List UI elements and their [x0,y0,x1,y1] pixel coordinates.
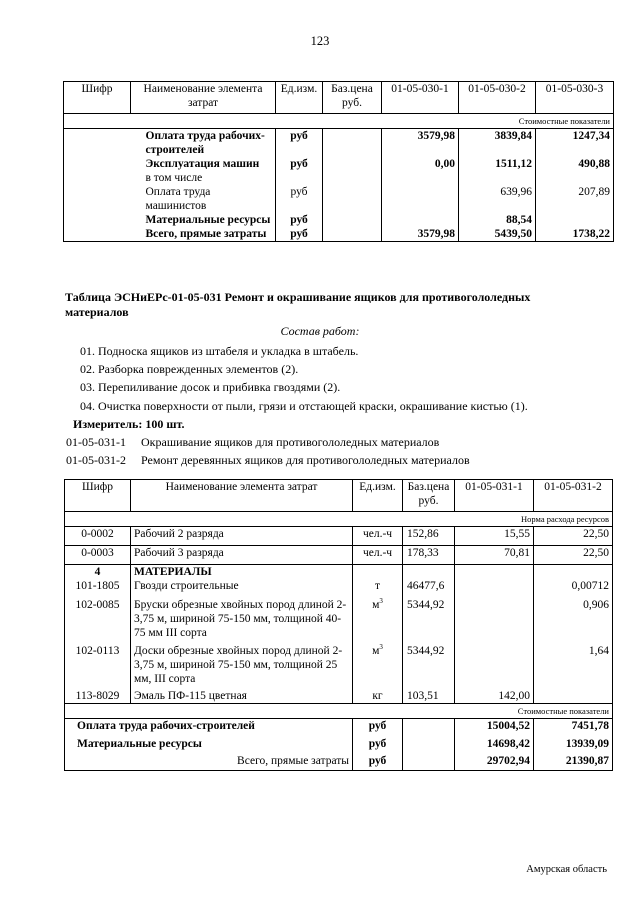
column-header: 01-05-031-1 [455,480,534,512]
value-cell [536,213,614,227]
total-name: Всего, прямые затраты [65,754,353,771]
value-cell: 207,89 [536,185,614,213]
column-header: Шифр [65,480,131,512]
column-header: Шифр [64,82,131,114]
resource-code: 102-0113 [65,640,131,686]
value-cell: 3579,98 [382,227,459,242]
work-item: 04. Очистка поверхности от пыли, грязи и отстающей краски, окрашивание кистью (1). [80,399,528,413]
resource-code: 4 [65,565,131,580]
value-cell: 1738,22 [536,227,614,242]
cost-item-name: Оплата труда машинистов [145,186,211,212]
table-row [64,157,614,171]
value-cell: 1247,34 [536,129,614,158]
price-cell: 46477,6 [403,579,455,598]
value-cell: 3579,98 [382,129,459,158]
column-header: 01-05-030-2 [459,82,536,114]
section-label: Стоимостные показатели [64,114,614,129]
column-header: Наименование элемента затрат [131,82,276,114]
page-number: 123 [310,34,330,48]
value-cell: 15004,52 [455,719,534,737]
unit-cell: руб [276,185,323,213]
resource-name: Гвозди строительные [131,579,353,598]
table-row [64,185,614,213]
resource-code: 102-0085 [65,598,131,640]
unit-cell: $м^3$ [353,598,403,640]
value-cell: 1511,12 [459,157,536,171]
column-header: Баз.цена руб. [403,480,455,512]
work-item: 02. Разборка поврежденных элементов (2). [80,362,299,376]
table-header-row [65,480,613,512]
cost-item-name: в том числе [145,172,203,184]
price-cell: 103,51 [403,686,455,704]
value-cell: 5439,50 [459,227,536,242]
resource-code: 101-1805 [65,579,131,598]
value-cell: 21390,87 [534,754,613,771]
column-header: 01-05-030-3 [536,82,614,114]
cost-table-030 [63,81,614,242]
table-row [65,640,613,686]
value-cell: 88,54 [459,213,536,227]
value-cell: 13939,09 [534,737,613,754]
price-cell: 152,86 [403,527,455,546]
unit-cell: кг [353,686,403,704]
table-row [65,754,613,771]
variant-text: Ремонт деревянных ящиков для противогололедных материалов [141,453,470,467]
work-item: 03. Перепиливание досок и прибивка гвоздями (2). [80,380,341,394]
value-cell [455,579,534,598]
work-item: 01. Подноска ящиков из штабеля и укладка в штабель. [80,344,359,358]
value-cell [534,686,613,704]
table-row [65,737,613,754]
section-label-row [64,114,614,129]
variant-code: 01-05-031-1 [66,435,126,449]
variant-row [66,435,439,450]
unit-cell: чел.-ч [353,527,403,546]
value-cell: 22,50 [534,527,613,546]
resource-name: Рабочий 3 разряда [131,546,353,565]
table-row [65,527,613,546]
column-header: 01-05-031-2 [534,480,613,512]
table-row [64,213,614,227]
variant-text: Окрашивание ящиков для противогололедных материалов [141,435,440,449]
column-header: 01-05-030-1 [382,82,459,114]
value-cell [455,640,534,686]
value-cell: 70,81 [455,546,534,565]
total-name: Материальные ресурсы [65,737,353,754]
cost-item-name: Материальные ресурсы [145,214,271,226]
value-cell: 0,00712 [534,579,613,598]
table-row [64,171,614,185]
resource-name: Бруски обрезные хвойных пород длиной 2-3,75 м, шириной 75-150 мм, толщиной 40-75 мм III сорта [131,598,353,640]
column-header: Ед.изм. [353,480,403,512]
value-cell [382,213,459,227]
cost-item-name: Эксплуатация машин [145,158,260,170]
section-label-row [65,704,613,719]
resource-code: 0-0002 [65,527,131,546]
works-heading: Состав работ: [280,324,360,338]
value-cell: 7451,78 [534,719,613,737]
table-row [65,579,613,598]
table-header-row [64,82,614,114]
table-row [65,719,613,737]
unit-cell: руб [276,157,323,171]
price-cell: 178,33 [403,546,455,565]
column-header: Баз.цена руб. [323,82,382,114]
resource-name: Рабочий 2 разряда [131,527,353,546]
resource-code: 0-0003 [65,546,131,565]
value-cell: 22,50 [534,546,613,565]
table-row [64,227,614,242]
column-header: Ед.изм. [276,82,323,114]
section-label-row [65,512,613,527]
value-cell: 0,906 [534,598,613,640]
unit-cell: руб [353,754,403,771]
section-label: Норма расхода ресурсов [65,512,613,527]
value-cell: 3839,84 [459,129,536,158]
unit-cell: руб [353,719,403,737]
value-cell: 29702,94 [455,754,534,771]
unit-cell: $м^3$ [353,640,403,686]
value-cell: 490,88 [536,157,614,171]
region-footer: Амурская область [526,864,607,875]
value-cell: 639,96 [459,185,536,213]
value-cell: 15,55 [455,527,534,546]
unit-cell: руб [276,227,323,242]
table-row [65,546,613,565]
unit-cell: руб [353,737,403,754]
value-cell [455,598,534,640]
resource-name: МАТЕРИАЛЫ [131,565,353,580]
value-cell [382,185,459,213]
section-label: Стоимостные показатели [65,704,613,719]
variant-code: 01-05-031-2 [66,453,126,467]
resource-name: Эмаль ПФ-115 цветная [131,686,353,704]
cost-item-name: Всего, прямые затраты [131,227,276,242]
price-cell: 5344,92 [403,640,455,686]
value-cell: 0,00 [382,157,459,171]
table-row [64,129,614,158]
price-cell: 5344,92 [403,598,455,640]
unit-cell: т [353,579,403,598]
resource-name: Доски обрезные хвойных пород длиной 2-3,75 м, шириной 75-150 мм, толщиной 25 мм, III сорта [131,640,353,686]
value-cell: 14698,42 [455,737,534,754]
table-row [65,598,613,640]
resource-code: 113-8029 [65,686,131,704]
unit-cell: руб [276,129,323,158]
resource-table-031 [64,479,613,771]
value-cell: 142,00 [455,686,534,704]
unit-cell: чел.-ч [353,546,403,565]
section-title: Таблица ЭСНиЕРс-01-05-031 Ремонт и окрашивание ящиков для противогололедных материалов [65,290,531,319]
value-cell: 1,64 [534,640,613,686]
total-name: Оплата труда рабочих-строителей [65,719,353,737]
variant-row [66,453,470,468]
column-header: Наименование элемента затрат [131,480,353,512]
cost-item-name: Оплата труда рабочих-строителей [145,130,265,156]
measure-unit: Измеритель: 100 шт. [73,417,185,431]
table-row [65,565,613,580]
table-row [65,686,613,704]
unit-cell: руб [276,213,323,227]
